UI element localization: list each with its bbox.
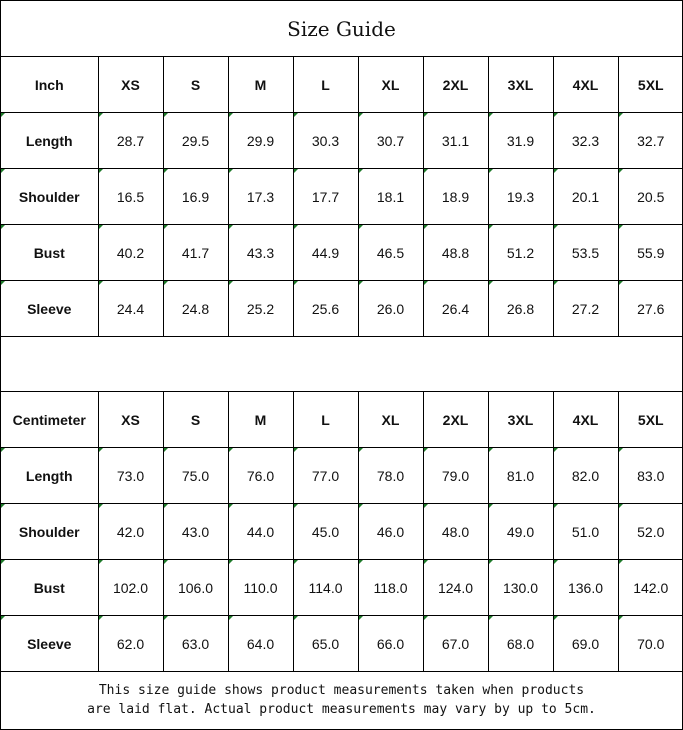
row-label-shoulder: Shoulder (1, 504, 98, 560)
measurement-cell: 16.9 (163, 169, 228, 225)
measurement-cell: 17.3 (228, 169, 293, 225)
measurement-cell: 48.8 (423, 225, 488, 281)
measurement-cell: 69.0 (553, 616, 618, 672)
measurement-cell: 25.6 (293, 281, 358, 337)
unit-label: Centimeter (1, 392, 98, 448)
measurement-cell: 31.9 (488, 113, 553, 169)
measurement-cell: 32.3 (553, 113, 618, 169)
measurement-cell: 29.5 (163, 113, 228, 169)
size-header-m: M (228, 392, 293, 448)
measurement-cell: 68.0 (488, 616, 553, 672)
measurement-cell: 70.0 (618, 616, 683, 672)
size-header-5xl: 5XL (618, 57, 683, 113)
size-header-2xl: 2XL (423, 392, 488, 448)
measurement-cell: 55.9 (618, 225, 683, 281)
size-header-2xl: 2XL (423, 57, 488, 113)
measurement-cell: 46.0 (358, 504, 423, 560)
measurement-cell: 130.0 (488, 560, 553, 616)
table-row (1, 169, 683, 225)
measurement-cell: 30.7 (358, 113, 423, 169)
size-header-s: S (163, 392, 228, 448)
measurement-cell: 41.7 (163, 225, 228, 281)
measurement-cell: 16.5 (98, 169, 163, 225)
row-label-shoulder: Shoulder (1, 169, 98, 225)
table-row (1, 448, 683, 504)
measurement-cell: 53.5 (553, 225, 618, 281)
measurement-cell: 64.0 (228, 616, 293, 672)
measurement-cell: 62.0 (98, 616, 163, 672)
measurement-cell: 24.4 (98, 281, 163, 337)
measurement-cell: 110.0 (228, 560, 293, 616)
measurement-cell: 25.2 (228, 281, 293, 337)
measurement-cell: 82.0 (553, 448, 618, 504)
measurement-cell: 66.0 (358, 616, 423, 672)
measurement-cell: 81.0 (488, 448, 553, 504)
measurement-cell: 28.7 (98, 113, 163, 169)
measurement-cell: 63.0 (163, 616, 228, 672)
measurement-cell: 24.8 (163, 281, 228, 337)
measurement-cell: 102.0 (98, 560, 163, 616)
measurement-cell: 51.2 (488, 225, 553, 281)
unit-label: Inch (1, 57, 98, 113)
centimeter-size-table (1, 392, 683, 672)
measurement-cell: 30.3 (293, 113, 358, 169)
table-row (1, 504, 683, 560)
measurement-cell: 44.0 (228, 504, 293, 560)
measurement-cell: 27.6 (618, 281, 683, 337)
measurement-cell: 17.7 (293, 169, 358, 225)
measurement-cell: 52.0 (618, 504, 683, 560)
inch-size-table (1, 57, 683, 337)
measurement-cell: 76.0 (228, 448, 293, 504)
size-header-xl: XL (358, 392, 423, 448)
measurement-cell: 27.2 (553, 281, 618, 337)
row-label-sleeve: Sleeve (1, 616, 98, 672)
measurement-cell: 136.0 (553, 560, 618, 616)
size-header-5xl: 5XL (618, 392, 683, 448)
measurement-cell: 20.1 (553, 169, 618, 225)
header-row (1, 57, 683, 113)
note-line-2: are laid flat. Actual product measurements may vary by up to 5cm. (87, 702, 596, 717)
measurement-cell: 43.3 (228, 225, 293, 281)
measurement-cell: 142.0 (618, 560, 683, 616)
size-header-xs: XS (98, 57, 163, 113)
size-header-s: S (163, 57, 228, 113)
size-header-m: M (228, 57, 293, 113)
measurement-cell: 118.0 (358, 560, 423, 616)
measurement-cell: 26.0 (358, 281, 423, 337)
measurement-cell: 46.5 (358, 225, 423, 281)
measurement-cell: 29.9 (228, 113, 293, 169)
row-label-length: Length (1, 448, 98, 504)
size-header-l: L (293, 57, 358, 113)
size-header-xs: XS (98, 392, 163, 448)
size-header-3xl: 3XL (488, 392, 553, 448)
row-label-length: Length (1, 113, 98, 169)
measurement-cell: 32.7 (618, 113, 683, 169)
measurement-cell: 124.0 (423, 560, 488, 616)
measurement-cell: 106.0 (163, 560, 228, 616)
measurement-cell: 75.0 (163, 448, 228, 504)
page-title: Size Guide (1, 1, 682, 57)
measurement-cell: 78.0 (358, 448, 423, 504)
measurement-cell: 26.8 (488, 281, 553, 337)
measurement-cell: 44.9 (293, 225, 358, 281)
table-spacer (1, 337, 682, 392)
measurement-cell: 114.0 (293, 560, 358, 616)
table-row (1, 616, 683, 672)
measurement-cell: 49.0 (488, 504, 553, 560)
measurement-cell: 65.0 (293, 616, 358, 672)
measurement-cell: 77.0 (293, 448, 358, 504)
measurement-cell: 73.0 (98, 448, 163, 504)
row-label-sleeve: Sleeve (1, 281, 98, 337)
size-header-xl: XL (358, 57, 423, 113)
measurement-cell: 26.4 (423, 281, 488, 337)
measurement-cell: 18.1 (358, 169, 423, 225)
row-label-bust: Bust (1, 560, 98, 616)
measurement-cell: 19.3 (488, 169, 553, 225)
measurement-cell: 67.0 (423, 616, 488, 672)
size-header-3xl: 3XL (488, 57, 553, 113)
row-label-bust: Bust (1, 225, 98, 281)
note-line-1: This size guide shows product measurements taken when products (98, 683, 585, 698)
header-row (1, 392, 683, 448)
table-row (1, 225, 683, 281)
measurement-cell: 45.0 (293, 504, 358, 560)
measurement-cell: 18.9 (423, 169, 488, 225)
table-row (1, 113, 683, 169)
size-header-l: L (293, 392, 358, 448)
measurement-cell: 43.0 (163, 504, 228, 560)
measurement-cell: 79.0 (423, 448, 488, 504)
measurement-cell: 51.0 (553, 504, 618, 560)
measurement-cell: 48.0 (423, 504, 488, 560)
measurement-cell: 83.0 (618, 448, 683, 504)
table-row (1, 560, 683, 616)
table-row (1, 281, 683, 337)
measurement-cell: 40.2 (98, 225, 163, 281)
measurement-cell: 20.5 (618, 169, 683, 225)
measurement-cell: 31.1 (423, 113, 488, 169)
size-header-4xl: 4XL (553, 392, 618, 448)
size-header-4xl: 4XL (553, 57, 618, 113)
measurement-note (1, 672, 682, 728)
measurement-cell: 42.0 (98, 504, 163, 560)
